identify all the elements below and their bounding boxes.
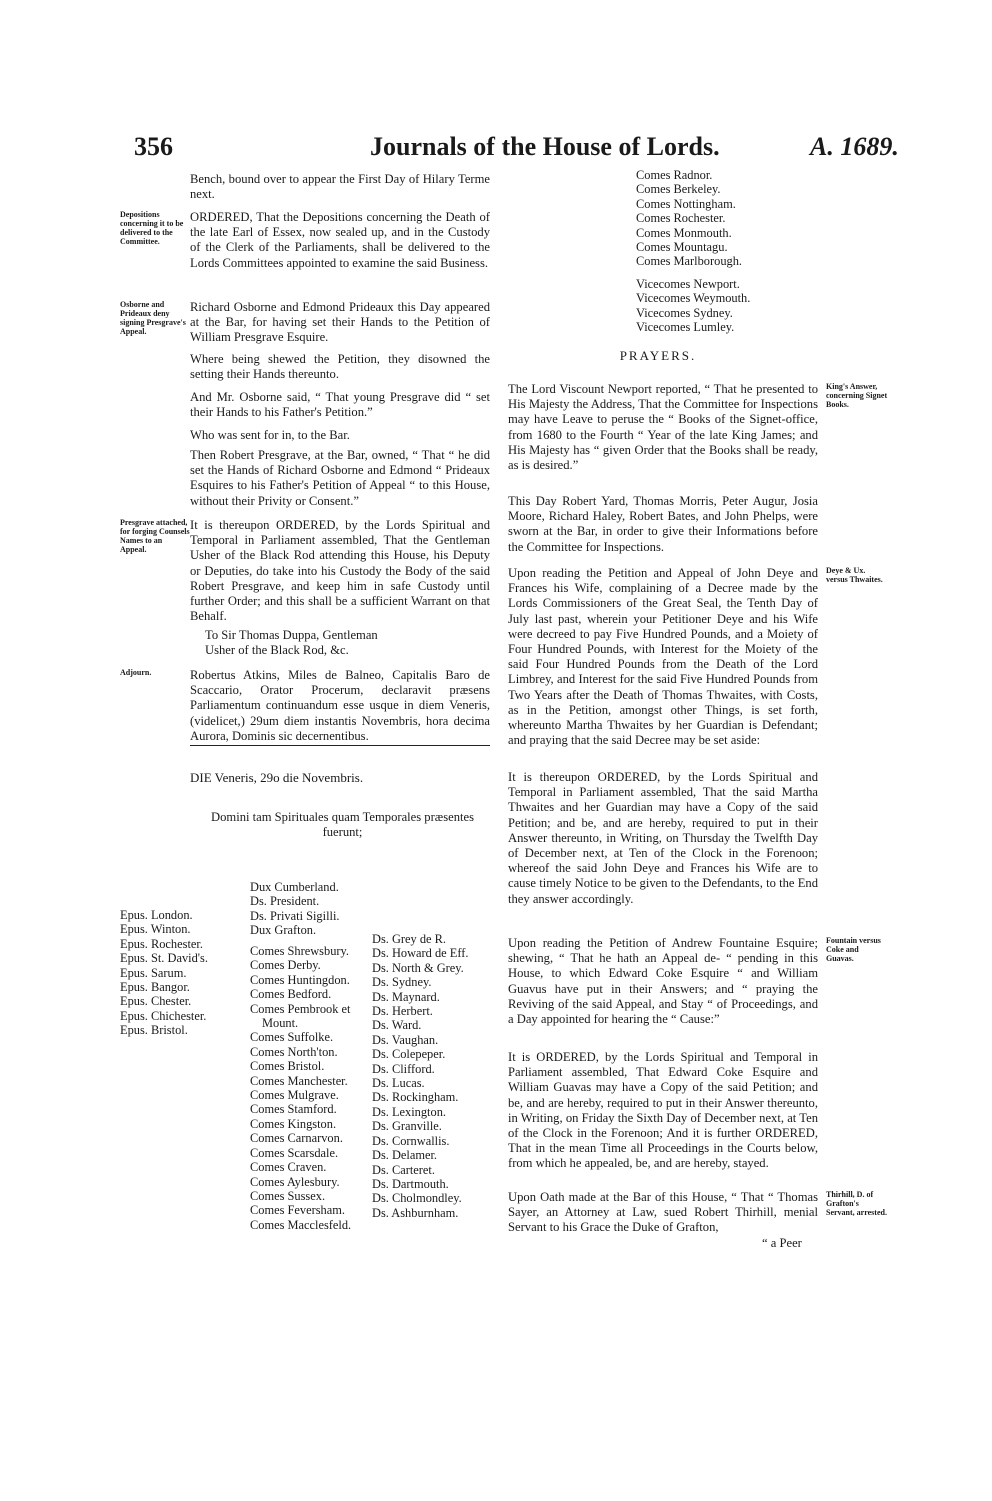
list-item: Ds. Ashburnham. <box>372 1205 459 1220</box>
list-item: Comes Berkeley. <box>636 182 721 197</box>
list-item: Comes Sussex. <box>250 1188 326 1203</box>
list-item: Ds. Maynard. <box>372 989 440 1004</box>
list-item: Ds. Cholmondley. <box>372 1191 462 1206</box>
list-item: Comes Aylesbury. <box>250 1174 340 1189</box>
list-item: Ds. Vaughan. <box>372 1032 439 1047</box>
list-item: Comes Mountagu. <box>636 240 728 255</box>
list-item: Comes Radnor. <box>636 168 713 182</box>
list-item: Vicecomes Lumley. <box>636 320 735 335</box>
list-item: Epus. Winton. <box>120 922 191 937</box>
list-item: Dux Cumberland. <box>250 880 339 894</box>
list-item: Comes Stamford. <box>250 1102 337 1117</box>
list-item: Vicecomes Sydney. <box>636 305 733 320</box>
list-item: Epus. St. David's. <box>120 951 208 966</box>
list-item: Epus. Rochester. <box>120 936 203 951</box>
viscounts-earls-list <box>636 168 750 334</box>
list-item: Ds. Lucas. <box>372 1076 425 1091</box>
list-item: Epus. Chester. <box>120 994 192 1009</box>
list-item: Comes Bedford. <box>250 987 332 1002</box>
section-divider <box>190 745 490 746</box>
margin-note-presgrave: Presgrave attached, for forging Counsels Names to an Appeal. <box>120 518 190 554</box>
fountain-order-paragraph: It is ORDERED, by the Lords Spiritual and Temporal in Parliament assembled, That Edward Coke Esquire and William Guavas may have a Copy of the said Petition; and be, and are hereby, required to put in their Answer thereunto, in Writing, on Friday the Sixth Day of December next, at Ten of the Clock in the Forenoon; And it is further ORDERED, That in the mean Time all Proceedings in the Courts below, from which he appealed, be, and are hereby, stayed. <box>508 1050 818 1171</box>
prayers-heading: PRAYERS. <box>619 348 697 363</box>
list-item: Ds. Howard de Eff. <box>372 946 469 961</box>
list-item: Dux Grafton. <box>250 923 317 938</box>
shewed-paragraph: Where being shewed the Petition, they disowned the setting their Hands thereunto. <box>190 352 490 382</box>
list-item: Ds. Carteret. <box>372 1162 435 1177</box>
list-item: Epus. Bristol. <box>120 1023 188 1038</box>
list-item: Comes Monmouth. <box>636 225 732 240</box>
list-item: Comes Macclesfeld. <box>250 1217 352 1232</box>
list-item: Ds. Grey de R. <box>372 932 446 946</box>
list-item: Ds. North & Grey. <box>372 960 464 975</box>
list-item: Vicecomes Newport. <box>636 276 740 291</box>
list-item: Comes Kingston. <box>250 1116 337 1131</box>
oath-paragraph: Upon Oath made at the Bar of this House, “ That “ Thomas Sayer, an Attorney at Law, sued Robert Thirhill, menial Servant to his Grace the Duke of Grafton, <box>508 1190 818 1235</box>
list-item: Comes Pembrook et <box>250 1001 351 1016</box>
bishops-list <box>120 908 208 1038</box>
list-item: Epus. Sarum. <box>120 965 187 980</box>
newport-report-paragraph: The Lord Viscount Newport reported, “ That he presented to His Majesty the Address, That the Committee for Inspections may have Leave to peruse the “ Books of the Signet-office, from 1680 to the Fourth “ Year of the late King James; and His Majesty has “ given Order that the Books shall be ready, as is desired.” <box>508 382 818 473</box>
list-item: Comes Marlborough. <box>636 254 742 269</box>
list-item: Mount. <box>262 1016 299 1031</box>
deye-petition-paragraph: Upon reading the Petition and Appeal of John Deye and Frances his Wife, complaining of a Decree made by the Lords Commissioners of the Great Seal, the Tenth Day of July last past, wherein your Petitioner Deye and his Wife were decreed to pay Five Hundred Pounds, and a Moiety of Four Hundred Pounds, with Interest for the Moiety of the said Four Hundred Pounds from the Death of the Lord Limbrey, and Interest for the said Five Hundred Pounds from Two Years after the Death of Thomas Thwaites, with Costs, as in the Petition, amongst other Things, is set forth, whereunto Martha Thwaites by her Guardian is Defendant; and praying that the said Decree may be set aside: <box>508 566 818 748</box>
session-date: DIE Veneris, 29o die Novembris. <box>190 770 364 785</box>
presgrave-owned-paragraph: Then Robert Presgrave, at the Bar, owned, “ That “ he did set the Hands of Richard Osborne and Edmond “ Prideaux Esquires to his Father's Petition of Appeal “ to this House, without their Privity or Consent.” <box>190 448 490 508</box>
list-item: Comes North'ton. <box>250 1044 338 1059</box>
list-item: Ds. Lexington. <box>372 1104 446 1119</box>
list-item: Comes Craven. <box>250 1160 327 1175</box>
list-item: Ds. Granville. <box>372 1119 442 1134</box>
margin-note-osborne: Osborne and Prideaux deny signing Presgrave's Appeal. <box>120 300 186 336</box>
list-item: Ds. Dartmouth. <box>372 1176 449 1191</box>
dukes-list <box>250 880 340 938</box>
page-header <box>120 132 910 168</box>
list-item: Ds. Clifford. <box>372 1061 435 1076</box>
osborne-paragraph: Richard Osborne and Edmond Prideaux this Day appeared at the Bar, for having set their Hands to the Petition of William Presgrave Esquire. <box>190 300 490 345</box>
list-item: Comes Mulgrave. <box>250 1088 339 1103</box>
list-item: Comes Bristol. <box>250 1059 325 1074</box>
margin-note-depositions: Depositions concerning it to be delivered to the Committee. <box>120 210 184 246</box>
margin-note-adjourn: Adjourn. <box>120 668 152 677</box>
osborne-said-paragraph: And Mr. Osborne said, “ That young Presgrave did “ set their Hands to his Father's Petition.” <box>190 390 490 420</box>
list-item: Comes Rochester. <box>636 211 726 226</box>
sworn-witnesses-paragraph: This Day Robert Yard, Thomas Morris, Peter Augur, Josia Moore, Richard Haley, Robert Bates, and John Phelps, were sworn at the Bar, in order to give their Informations before the Committee for Inspections. <box>508 494 818 554</box>
deye-order-paragraph: It is thereupon ORDERED, by the Lords Spiritual and Temporal in Parliament assembled, That the said Martha Thwaites and her Guardian may have a Copy of the said Petition; and be, and are hereby, required to put in their Answer thereunto, in Writing, on Thursday the Twelfth Day of December next, at Ten of the Clock in the Forenoon; whereof the said John Deye and Frances his Wife are to cause timely Notice to be given to the Defendants, to the End they answer accordingly. <box>508 770 818 906</box>
list-item: Ds. Cornwallis. <box>372 1133 450 1148</box>
list-item: Epus. Chichester. <box>120 1008 207 1023</box>
lords-present-heading: Domini tam Spirituales quam Temporales præsentes fuerunt; <box>211 810 474 839</box>
list-item: Comes Nottingham. <box>636 196 736 211</box>
margin-note-king-answer: King's Answer, concerning Signet Books. <box>826 382 888 409</box>
running-title: Journals of the House of Lords. <box>370 132 720 161</box>
list-item: Comes Feversham. <box>250 1203 345 1218</box>
list-item: Epus. Bangor. <box>120 980 190 995</box>
list-item: Ds. Sydney. <box>372 975 432 990</box>
list-item: Comes Huntingdon. <box>250 972 350 987</box>
list-item: Comes Suffolke. <box>250 1030 334 1045</box>
adjournment-paragraph: Robertus Atkins, Miles de Balneo, Capitalis Baro de Scaccario, Orator Procerum, declaravit præsens Parliamentum continuandum esse usque in diem Veneris, (videlicet,) 29um diem instantis Novembris, hora decima Aurora, Dominis sic decernentibus. <box>190 668 490 743</box>
fountain-petition-paragraph: Upon reading the Petition of Andrew Fountaine Esquire; shewing, “ That he hath an Appeal de- “ pending in this House, to which Edward Coke Esquire “ and William Guavus have put in their Answers; and “ praying the Reviving of the said Appeal, and Stay “ of Proceedings, and a Day appointed for hearing the “ Cause:” <box>508 936 818 1027</box>
year-heading: A. 1689. <box>810 132 899 161</box>
sent-paragraph: Who was sent for in, to the Bar. <box>190 428 350 442</box>
black-rod-address: To Sir Thomas Duppa, Gentleman Usher of the Black Rod, &c. <box>205 628 378 658</box>
list-item: Comes Derby. <box>250 958 321 973</box>
list-item: Ds. Herbert. <box>372 1004 433 1019</box>
continuation-paragraph: Bench, bound over to appear the First Day of Hilary Terme next. <box>190 172 490 202</box>
catchword: “ a Peer <box>762 1236 802 1250</box>
margin-note-deye: Deye & Ux. versus Thwaites. <box>826 566 883 584</box>
list-item: Ds. President. <box>250 894 320 909</box>
presgrave-order-paragraph: It is thereupon ORDERED, by the Lords Spiritual and Temporal in Parliament assembled, That the Gentleman Usher of the Black Rod attending this House, his Deputy or Deputies, do take into his Custody the Body of the said Robert Presgrave, and keep him in safe Custody until further Order; and this shall be a sufficient Warrant on that Behalf. <box>190 518 490 624</box>
list-item: Comes Carnarvon. <box>250 1131 343 1146</box>
list-item: Comes Manchester. <box>250 1073 348 1088</box>
margin-note-fountain: Fountain versus Coke and Guavas. <box>826 936 881 963</box>
list-item: Ds. Rockingham. <box>372 1090 459 1105</box>
list-item: Ds. Privati Sigilli. <box>250 908 340 923</box>
list-item: Epus. London. <box>120 908 193 922</box>
margin-note-thirhill: Thirhill, D. of Grafton's Servant, arrested. <box>826 1190 887 1217</box>
barons-list <box>372 932 468 1220</box>
list-item: Comes Shrewsbury. <box>250 944 350 958</box>
list-item: Comes Scarsdale. <box>250 1145 339 1160</box>
page-number: 356 <box>134 132 173 161</box>
earls-list <box>250 944 351 1232</box>
list-item: Ds. Colepeper. <box>372 1047 446 1062</box>
list-item: Ds. Ward. <box>372 1018 422 1033</box>
depositions-paragraph: ORDERED, That the Depositions concerning the Death of the late Earl of Essex, now sealed up, and in the Custody of the Clerk of the Parliaments, shall be delivered to the Lords Committees appointed to examine the said Business. <box>190 210 490 270</box>
list-item: Vicecomes Weymouth. <box>636 291 751 306</box>
list-item: Ds. Delamer. <box>372 1148 438 1163</box>
